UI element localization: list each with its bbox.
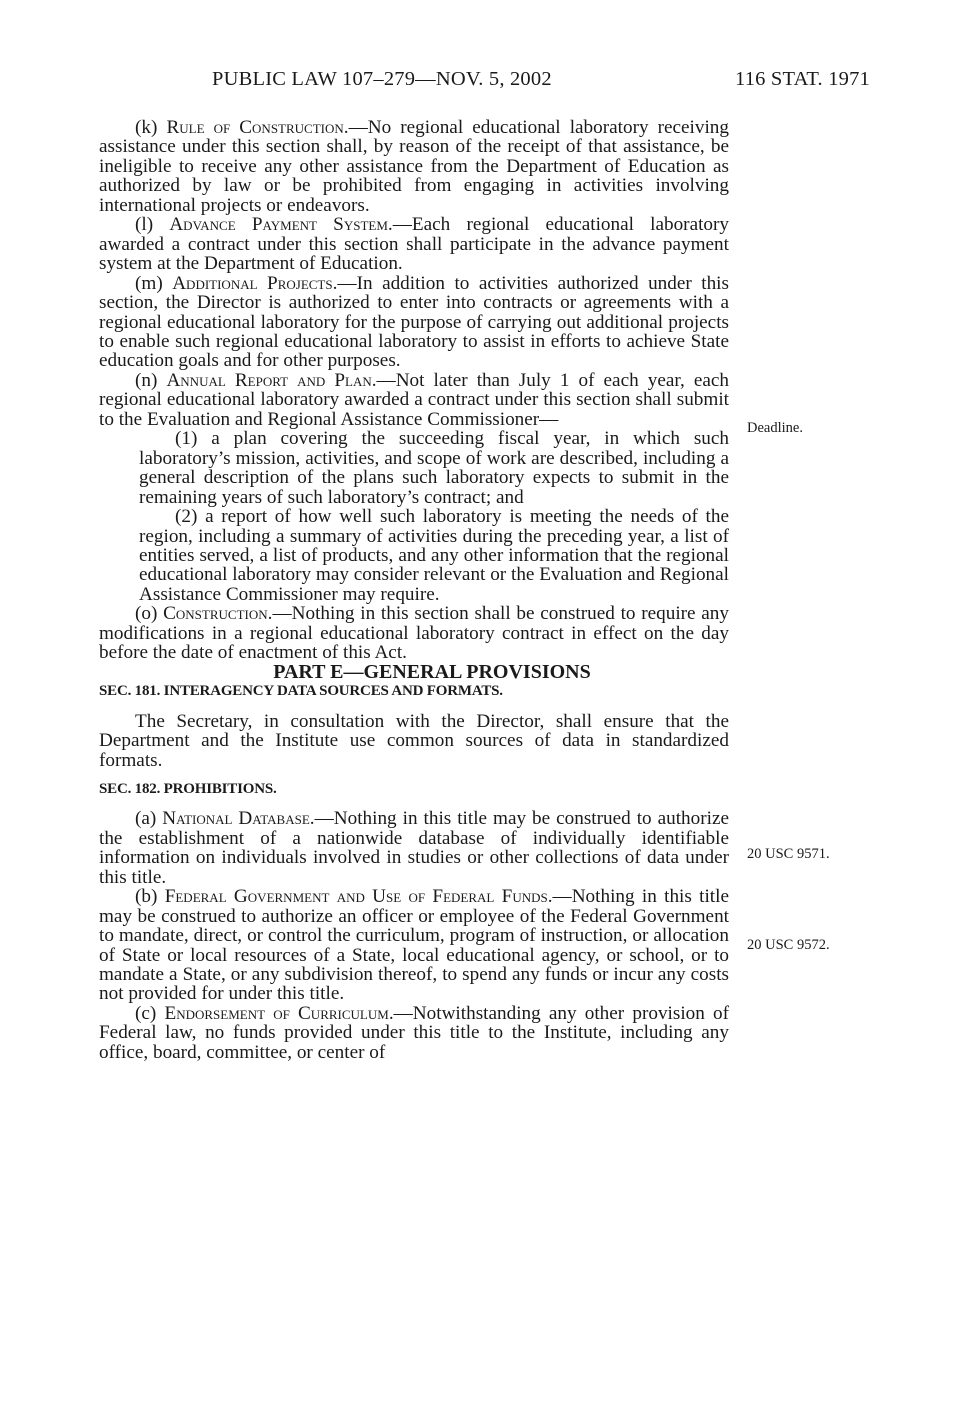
margin-note-deadline: Deadline.: [747, 420, 803, 436]
paragraph-title: Federal Government and Use of Federal Funds: [164, 886, 548, 908]
header-citation: PUBLIC LAW 107–279—NOV. 5, 2002: [212, 68, 552, 90]
paragraph-label: (c): [135, 1002, 165, 1024]
paragraph-text: .—No regional educational laboratory receiving assistance under this section shall, by reason of the receipt of that assistance, be ineligible to receive any other assistance from the Department of Education as authorized by law or be prohibited from engaging in activities involving international projects or endeavors.: [99, 117, 729, 216]
paragraph-title: Additional Projects: [172, 272, 333, 294]
paragraph-title: National Database: [162, 808, 310, 830]
paragraph-label: (k): [135, 117, 167, 138]
section-181-text: The Secretary, in consultation with the Director, shall ensure that the Department and the Institute use common sources of data in standardized formats.: [99, 710, 729, 771]
paragraph-text: .—Nothing in this title may be construed to authorize the establishment of a nationwide database of individually identifiable information on individuals involved in studies or other collections of data under this title.: [99, 808, 729, 888]
paragraph-text: .—Notwithstanding any other provision of Federal law, no funds provided under this title to the Institute, including any office, board, committee, or center of: [99, 1002, 730, 1063]
paragraph-label: (o): [135, 603, 164, 625]
paragraph-label: (m): [135, 272, 173, 294]
paragraph-l: [99, 215, 729, 273]
paragraph-label: (b): [135, 886, 165, 908]
margin-note-usc-182: 20 USC 9572.: [747, 937, 830, 953]
section-181-heading: SEC. 181. INTERAGENCY DATA SOURCES AND FORMATS.: [99, 683, 503, 700]
paragraph-182-b: [99, 887, 729, 1004]
paragraph-text: .—Nothing in this title may be construed to authorize an officer or employee of the Federal Government to mandate, direct, or control the curriculum, program of instruction, or allocation of State or local resources of a State, local educational agency, or school, or to mandate a State, or any subdivision thereof, to spend any funds or incur any costs not provided for under this title.: [99, 886, 729, 1005]
paragraph-title: Endorsement of Curriculum: [164, 1002, 389, 1024]
paragraph-label: (n): [135, 369, 167, 391]
paragraph-text: .—Not later than July 1 of each year, each regional educational laboratory awarded a contract under this section shall submit to the Evaluation and Regional Assistance Commissioner—: [99, 369, 729, 430]
paragraph-n: [99, 371, 729, 429]
paragraph-text: .—In addition to activities authorized under this section, the Director is authorized to enter into contracts or agreements with a regional educational laboratory for the purpose of carrying out additional projects to enable such regional educational laboratory to assist in efforts to achieve State education goals and for other purposes.: [99, 272, 729, 372]
paragraph-n-2: (2) a report of how well such laboratory is meeting the needs of the region, including a summary of activities during the preceding year, a list of entities served, a list of products, and any other information that the regional educational laboratory may consider relevant or the Evaluation and Regional Assistance Commissioner may require.: [139, 506, 729, 605]
paragraph-182-a: [99, 809, 729, 887]
part-heading: PART E—GENERAL PROVISIONS: [273, 660, 591, 683]
paragraph-title: Construction: [163, 603, 268, 625]
paragraph-title: Rule of Construction: [166, 117, 344, 138]
paragraph-k: [99, 118, 729, 215]
paragraph-m: [99, 274, 729, 371]
paragraph-text: .—Each regional educational laboratory awarded a contract under this section shall participate in the advance payment system at the Department of Education.: [99, 214, 729, 275]
body-text: [99, 118, 729, 1062]
paragraph-title: Annual Report and Plan: [166, 369, 372, 391]
margin-note-usc-181: 20 USC 9571.: [747, 846, 830, 862]
section-182-heading: SEC. 182. PROHIBITIONS.: [99, 780, 277, 797]
paragraph-label: (l): [135, 214, 170, 236]
paragraph-o: [99, 604, 729, 662]
paragraph-182-c: [99, 1004, 729, 1062]
paragraph-n-1: (1) a plan covering the succeeding fiscal year, in which such laboratory’s mission, activities, and scope of work are described, including a general description of the plans such laboratory expects to submit in the remaining years of such laboratory’s contract; and: [139, 428, 729, 508]
header-page-number: 116 STAT. 1971: [735, 68, 870, 90]
paragraph-label: (a): [135, 808, 163, 830]
paragraph-text: .—Nothing in this section shall be construed to require any modifications in a regional educational laboratory contract in effect on the day before the date of enactment of this Act.: [99, 603, 729, 664]
paragraph-title: Advance Payment System: [169, 214, 388, 236]
